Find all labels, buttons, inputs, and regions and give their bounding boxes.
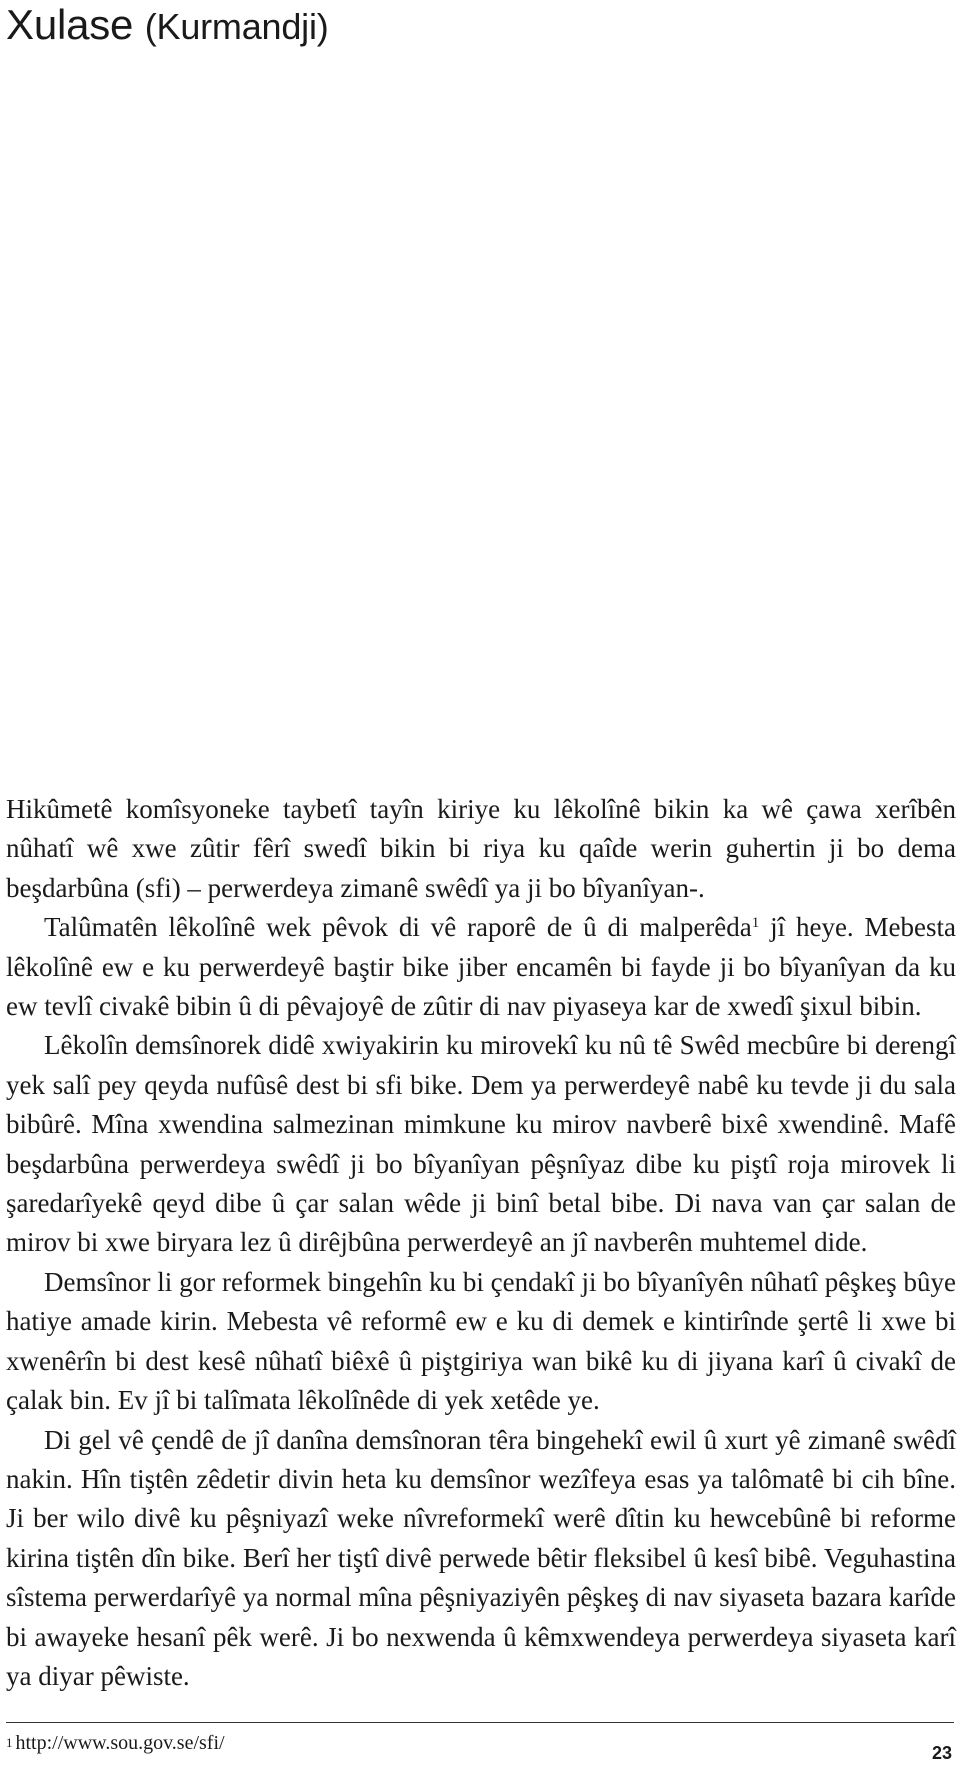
footnote-divider xyxy=(6,1722,954,1723)
footnote-link[interactable]: http://www.sou.gov.se/sfi/ xyxy=(15,1732,225,1754)
page-title xyxy=(6,0,329,52)
summary-body xyxy=(6,790,956,1696)
footnote-number: 1 xyxy=(6,1735,13,1750)
page-title-language: (Kurmandji) xyxy=(144,6,329,47)
paragraph-1: Hikûmetê komîsyoneke taybetî tayîn kiriye ku lêkolînê bikin ka wê çawa xerîbên nûhatî wê xwe zûtir fêrî swedî bikin bi riya ku qaîde werin guhertin ji bo dema beşdarbûna (sfi) – perwerdeya zimanê swêdî ya ji bo bîyanîyan-. xyxy=(6,794,956,903)
page-title-main: Xulase xyxy=(6,1,134,48)
paragraph-2-text-a: Talûmatên lêkolînê wek pêvok di vê raporê de û di malperêda xyxy=(44,912,752,943)
paragraph-5: Di gel vê çendê de jî danîna demsînoran têra bingehekî ewil û xurt yê zimanê swêdî nakin. Hîn tiştên zêdetir divin heta ku demsînor wezîfeya esas ya talômatê bi cih bîne. Ji ber wilo divê ku pêşniyazî weke nîvreformekî werê dîtin ku hewcebûnê bi reforme kirina tiştên dîn bike. Berî her tiştî divê perwede bêtir fleksibel û kesî bibê. Veguhastina sîstema perwerdarîyê ya normal mîna pêşniyaziyên pêşkeş di nav siyaseta bazara karîde bi awayeke hesanî pêk werê. Ji bo nexwenda û kêmxwendeya perwerdeya siyaseta karî ya diyar pêwiste. xyxy=(6,1424,956,1691)
footnote-ref[interactable]: 1 xyxy=(751,915,760,932)
paragraph-2 xyxy=(6,908,956,1026)
footnote xyxy=(6,1731,225,1755)
page-number: 23 xyxy=(931,1743,952,1763)
paragraph-4: Demsînor li gor reformek bingehîn ku bi çendakî ji bo bîyanîyên nûhatî pêşkeş bûye hatiye amade kirin. Mebesta vê reformê ew e ku di demek e kintirînde şertê li xwe bi xwenêrîn bi dest kesê nûhatî biêxê û piştgiriya wan bikê ku di jiyana karî û civakî de çalak bin. Ev jî bi talîmata lêkolînêde di yek xetêde ye. xyxy=(6,1266,956,1416)
paragraph-2-text-b: jî heye. Mebesta lêkolînê ew e ku perwerdeyê baştir bike jiber encamên bi fayde ji bo bîyanîyan da ku ew tevlî civakê bibin û di pêvajoyê de zûtir di nav piyaseya kar de xwedî şixul bibin. xyxy=(6,912,956,1022)
paragraph-3: Lêkolîn demsînorek didê xwiyakirin ku mirovekî ku nû tê Swêd mecbûre bi derengî yek salî pey qeyda nufûsê dest bi sfi bike. Dem ya perwerdeyê nabê ku tevde ji du sala bibûrê. Mîna xwendina salmezinan mimkune ku mirov navberê bixê xwendinê. Mafê beşdarbûna perwerdeya swêdî ji bo bîyanîyan pêşnîyaz dibe ku piştî roja mirovek li şaredarîyekê qeyd dibe û çar salan wêde ji binî betal bibe. Di nava van çar salan de mirov bi xwe biryara lez û dirêjbûna perwerdeyê an jî navberên muhtemel dide. xyxy=(6,1030,956,1258)
